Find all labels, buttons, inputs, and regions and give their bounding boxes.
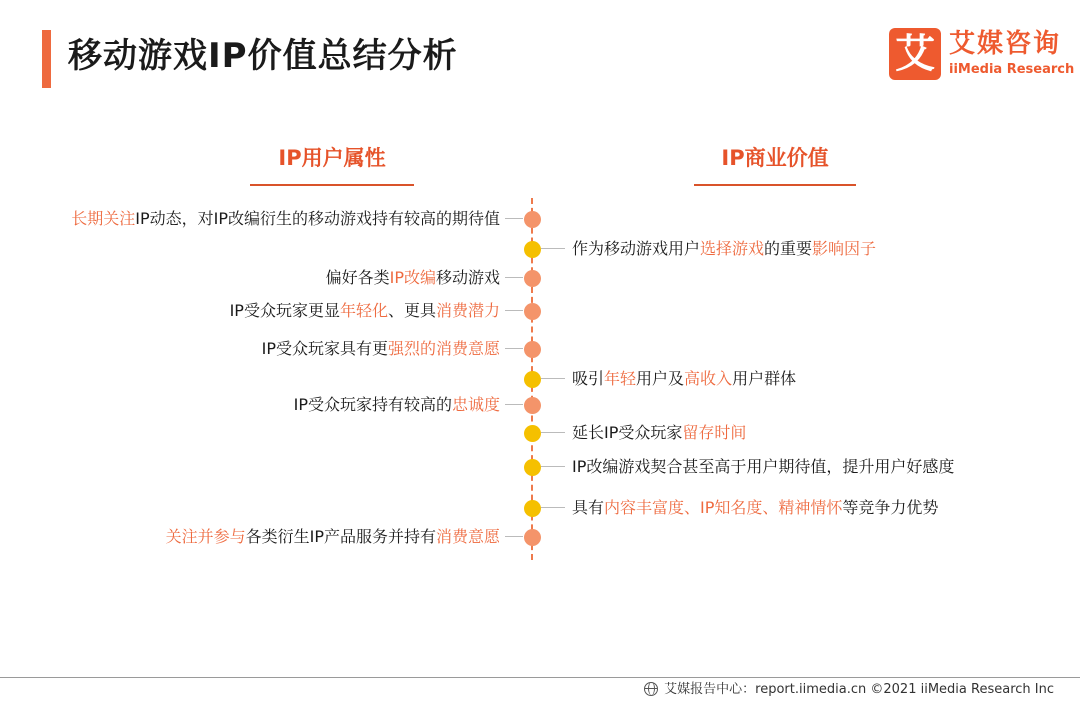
highlight-text: 年轻化 [339,301,388,320]
user-attribute-item [294,394,500,416]
user-attribute-item [230,300,500,322]
logo-mark-icon: 艾 [889,28,941,80]
title-accent-bar [42,30,51,88]
page-title: 移动游戏IP价值总结分析 [68,36,458,76]
timeline-dot [524,500,541,517]
item-text: IP受众玩家更显 [229,301,340,320]
item-text: 的重要 [764,239,813,258]
timeline-connector [505,536,523,537]
timeline-connector [541,507,565,508]
timeline-dot [524,529,541,546]
highlight-text: 忠诚度 [451,395,500,414]
highlight-text: 消费潜力 [435,301,500,320]
column-title-user-attributes: IP用户属性 [278,146,386,170]
user-attribute-item [262,338,500,360]
footer-url[interactable]: report.iimedia.cn [755,682,867,697]
item-text: 用户群体 [732,369,797,388]
item-text: 具有 [572,498,605,517]
item-text: 用户及 [636,369,685,388]
column-title-business-value: IP商业价值 [721,146,829,170]
item-text: 延长IP受众玩家 [572,423,683,442]
highlight-text: 选择游戏 [700,239,765,258]
highlight-text: 留存时间 [682,423,747,442]
timeline-dot [524,371,541,388]
column-underline-right [694,184,856,186]
business-value-item [572,456,954,478]
business-value-item [572,368,796,390]
highlight-text: 年轻 [604,369,637,388]
footer-copyright: ©2021 iiMedia Research Inc [870,682,1054,697]
timeline-connector [505,218,523,219]
item-text: 偏好各类 [325,268,390,287]
item-text: 移动游戏 [435,268,500,287]
timeline-dot [524,341,541,358]
timeline-connector [541,432,565,433]
timeline-dot [524,397,541,414]
item-text: 作为移动游戏用户 [572,239,701,258]
timeline-dot [524,211,541,228]
item-text: IP动态，对IP改编衍生的移动游戏持有较高的期待值 [135,209,500,228]
logo-name-cn: 艾媒咨询 [949,29,1062,59]
iimedia-logo [889,28,1075,82]
timeline-connector [505,277,523,278]
timeline-dot [524,241,541,258]
highlight-text: 内容丰富度、IP知名度、精神情怀 [604,498,843,517]
item-text: IP改编游戏契合甚至高于用户期待值，提升用户好感度 [572,457,955,476]
item-text: IP受众玩家持有较高的 [293,395,452,414]
timeline-connector [541,378,565,379]
timeline-connector [505,310,523,311]
column-underline-left [250,184,414,186]
business-value-item [572,422,746,444]
item-text: IP受众玩家具有更 [261,339,388,358]
footer-source-label: 艾媒报告中心： [664,682,756,697]
item-text: 吸引 [572,369,605,388]
user-attribute-item [326,267,500,289]
footer-source [644,680,1054,700]
item-text: 各类衍生IP产品服务并持有 [245,527,436,546]
highlight-text: 高收入 [684,369,733,388]
highlight-text: 关注并参与 [165,527,246,546]
user-attribute-item [71,208,500,230]
globe-icon [644,682,658,696]
item-text: 、更具 [387,301,436,320]
highlight-text: 强烈的消费意愿 [387,339,500,358]
business-value-item [572,497,938,519]
logo-name-en: iiMedia Research [949,62,1075,77]
highlight-text: IP改编 [389,268,436,287]
item-text: 等竞争力优势 [842,498,939,517]
timeline-connector [541,466,565,467]
footer-divider [0,677,1080,678]
timeline-dot [524,270,541,287]
timeline-connector [541,248,565,249]
business-value-item [572,238,876,260]
user-attribute-item [166,526,500,548]
highlight-text: 长期关注 [71,209,136,228]
timeline-dot [524,459,541,476]
highlight-text: 影响因子 [812,239,877,258]
timeline-dot [524,303,541,320]
timeline-connector [505,404,523,405]
timeline-dot [524,425,541,442]
timeline-connector [505,348,523,349]
highlight-text: 消费意愿 [435,527,500,546]
